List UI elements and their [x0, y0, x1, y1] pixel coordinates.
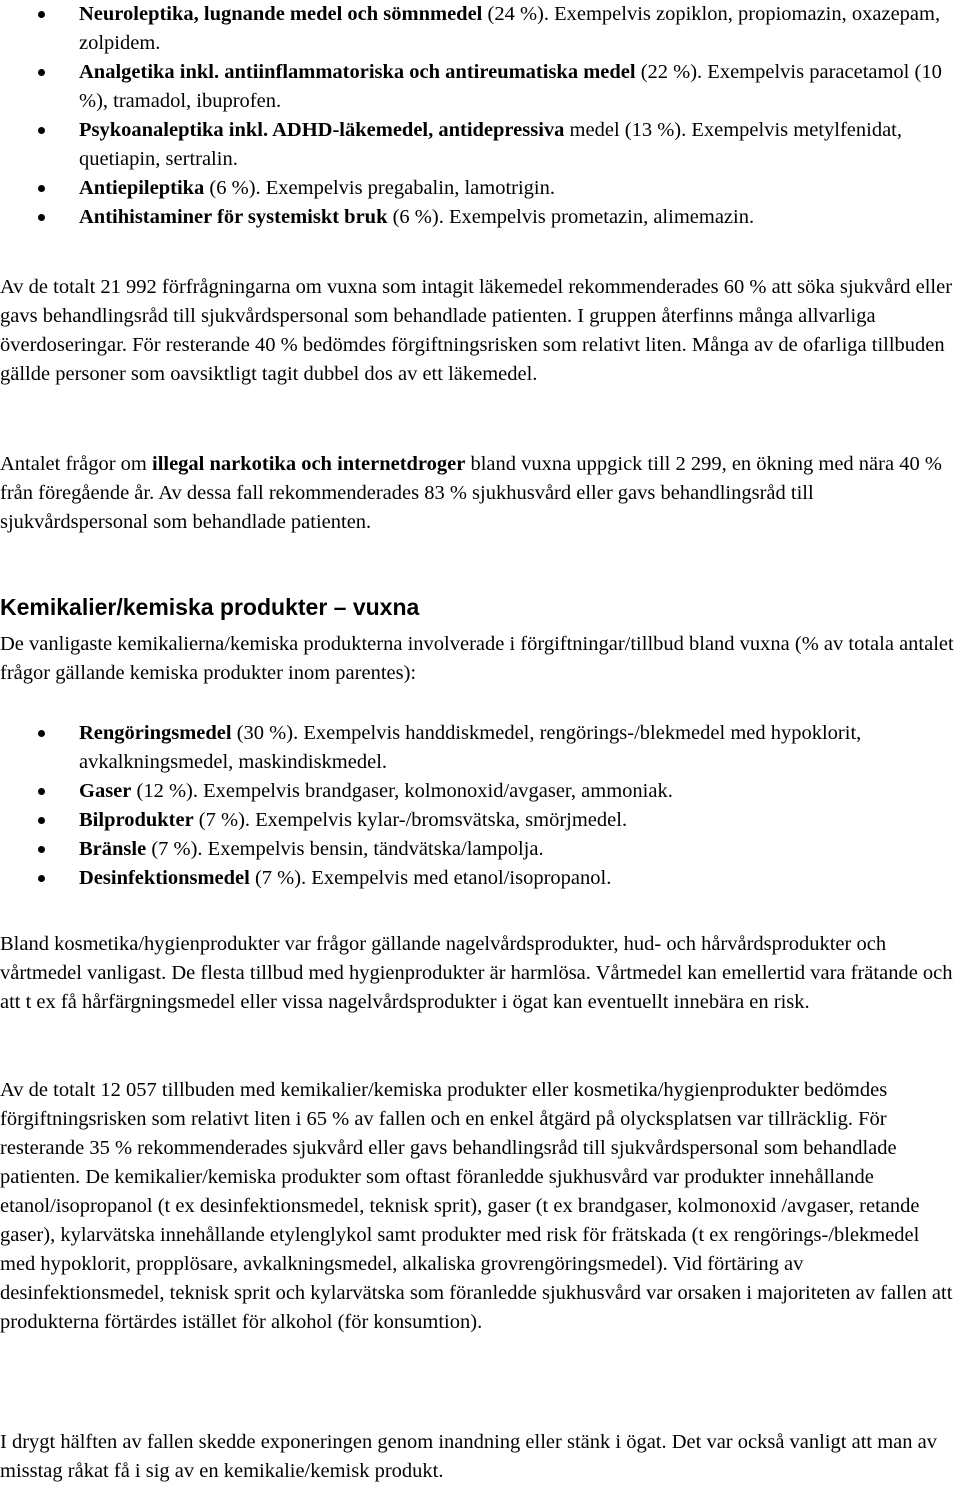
bullet-icon	[38, 214, 45, 221]
section-heading: Kemikalier/kemiska produkter – vuxna	[0, 594, 420, 620]
list-item: Bränsle (7 %). Exempelvis bensin, tändvätska/lampolja.	[0, 835, 958, 864]
bullet-icon	[38, 730, 45, 737]
list-item: Analgetika inkl. antiinflammatoriska och antireumatiska medel (22 %). Exempelvis paracetamol (10 %), tramadol, ibuprofen.	[0, 58, 958, 116]
paragraph-chemical-statistics: Av de totalt 12 057 tillbuden med kemikalier/kemiska produkter eller kosmetika/hygienprodukter bedömdes förgiftningsrisken som relativt liten i 65 % av fallen och en enkel åtgärd på olycksplatsen var tillräcklig. För resterande 35 % rekommenderades sjukvård eller gavs behandlingsråd till sjukvårdspersonal som behandlade patienten. De kemikalier/kemiska produkter som oftast föranledde sjukhusvård var produkter innehållande etanol/isopropanol (t ex desinfektionsmedel, teknisk sprit), gaser (t ex brandgaser, kolmonoxid /avgaser, retande gaser), kylarvätska innehållande etylenglykol samt produkter med risk för frätskada (t ex rengörings-/blekmedel med hypoklorit, propplösare, avkalkningsmedel, alkaliska grovrengöringsmedel). Vid förtäring av desinfektionsmedel, teknisk sprit och kylarvätska som föranledde sjukhusvård var orsaken i majoriteten av fallen att produkterna förtärdes istället för alkohol (för konsumtion).	[0, 1079, 953, 1333]
paragraph-cosmetics: Bland kosmetika/hygienprodukter var frågor gällande nagelvårdsprodukter, hud- och hårvårdsprodukter och vårtmedel vanligast. De flesta tillbud med hygienprodukter är harmlösa. Vårtmedel kan emellertid vara frätande och att t ex få hårfärgningsmedel eller vissa nagelvårdsprodukter i ögat kan eventuellt innebära en risk.	[0, 933, 953, 1013]
paragraph-illegal-drugs: Antalet frågor om illegal narkotika och internetdroger bland vuxna uppgick till 2 299, en ökning med nära 40 % från föregående år. Av dessa fall rekommenderades 83 % sjukhusvård eller gavs behandlingsråd till sjukvårdspersonal som behandlade patienten.	[0, 453, 942, 533]
paragraph-exposure: I drygt hälften av fallen skedde exponeringen genom inandning eller stänk i ögat. Det var också vanligt att man av misstag råkat få i sig av en kemikalie/kemisk produkt.	[0, 1431, 938, 1482]
bullet-icon	[38, 127, 45, 134]
bullet-icon	[38, 788, 45, 795]
list-item: Antihistaminer för systemiskt bruk (6 %). Exempelvis prometazin, alimemazin.	[0, 203, 958, 232]
list-item: Gaser (12 %). Exempelvis brandgaser, kolmonoxid/avgaser, ammoniak.	[0, 777, 958, 806]
bullet-icon	[38, 69, 45, 76]
chemical-category-list	[0, 719, 958, 893]
paragraph-intro: De vanligaste kemikalierna/kemiska produkterna involverade i förgiftningar/tillbud bland vuxna (% av totala antalet frågor gällande kemiska produkter inom parentes):	[0, 633, 954, 684]
list-item: Antiepileptika (6 %). Exempelvis pregabalin, lamotrigin.	[0, 174, 958, 203]
paragraph-drug-statistics: Av de totalt 21 992 förfrågningarna om vuxna som intagit läkemedel rekommenderades 60 % att söka sjukvård eller gavs behandlingsråd till sjukvårdspersonal som behandlade patienten. I gruppen återfinns många allvarliga överdoseringar. För resterande 40 % bedömdes förgiftningsrisken som relativt liten. Många av de ofarliga tillbuden gällde personer som oavsiktligt tagit dubbel dos av ett läkemedel.	[0, 276, 953, 385]
list-item: Rengöringsmedel (30 %). Exempelvis handdiskmedel, rengörings-/blekmedel med hypoklorit, avkalkningsmedel, maskindiskmedel.	[0, 719, 958, 777]
bullet-icon	[38, 11, 45, 18]
list-item: Desinfektionsmedel (7 %). Exempelvis med etanol/isopropanol.	[0, 864, 958, 893]
drug-category-list	[0, 0, 958, 232]
list-item: Psykoanaleptika inkl. ADHD-läkemedel, antidepressiva medel (13 %). Exempelvis metylfenidat, quetiapin, sertralin.	[0, 116, 958, 174]
list-item: Neuroleptika, lugnande medel och sömnmedel (24 %). Exempelvis zopiklon, propiomazin, oxazepam, zolpidem.	[0, 0, 958, 58]
bullet-icon	[38, 846, 45, 853]
bullet-icon	[38, 875, 45, 882]
list-item: Bilprodukter (7 %). Exempelvis kylar-/bromsvätska, smörjmedel.	[0, 806, 958, 835]
bullet-icon	[38, 817, 45, 824]
bullet-icon	[38, 185, 45, 192]
